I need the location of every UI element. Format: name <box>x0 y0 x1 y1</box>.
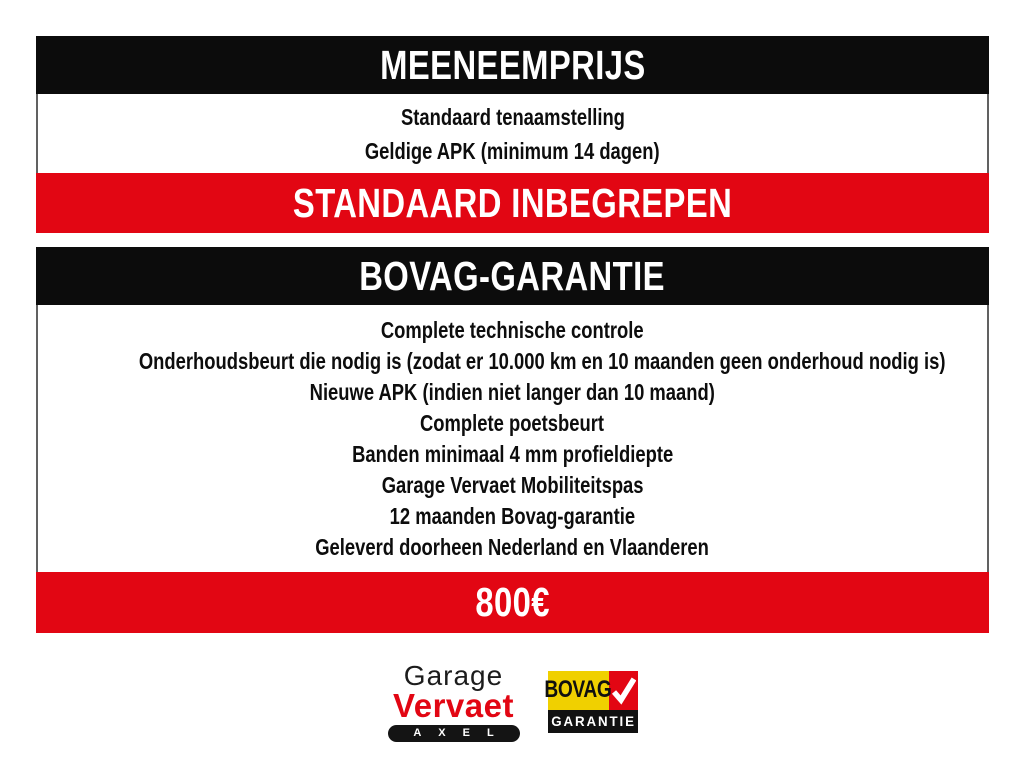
included-item: Standaard tenaamstelling <box>400 103 625 130</box>
bovag-garantie-logo <box>544 671 638 733</box>
garage-logo-line2: Vervaet <box>393 687 514 724</box>
garantie-item: 12 maanden Bovag-garantie <box>389 502 636 529</box>
standaard-inbegrepen-label: STANDAARD INBEGREPEN <box>292 179 733 226</box>
bovag-garantie-header-bar <box>36 247 989 305</box>
included-item: Geldige APK (minimum 14 dagen) <box>365 137 660 164</box>
price-banner <box>36 572 989 633</box>
footer-logos <box>36 661 989 742</box>
garage-vervaet-logo <box>388 661 520 742</box>
garantie-item: Complete poetsbeurt <box>420 409 605 436</box>
bovag-logo-name: BOVAG <box>548 671 609 710</box>
standard-included-list <box>36 94 989 173</box>
garantie-item: Garage Vervaet Mobiliteitspas <box>381 471 644 498</box>
meeneemprijs-title: MEENEEMPRIJS <box>379 41 646 88</box>
garantie-item: Complete technische controle <box>381 316 644 343</box>
price-value: 800€ <box>475 579 550 625</box>
axel-badge: AXEL <box>388 725 520 742</box>
garantie-item: Geleverd doorheen Nederland en Vlaanderen <box>315 533 710 560</box>
garantie-item: Onderhoudsbeurt die nodig is (zodat er 10.000 km en 10 maanden geen onderhoud nodig is) <box>138 347 946 374</box>
section-divider <box>36 233 989 247</box>
garantie-item: Nieuwe APK (indien niet langer dan 10 maand) <box>309 378 716 405</box>
garantie-item: Banden minimaal 4 mm profieldiepte <box>351 440 674 467</box>
bovag-check-icon <box>609 671 638 710</box>
bovag-logo-sub: GARANTIE <box>548 710 638 733</box>
bovag-garantie-list <box>36 305 989 572</box>
standaard-inbegrepen-banner <box>36 173 989 233</box>
price-poster <box>36 36 989 742</box>
bovag-garantie-title: BOVAG-GARANTIE <box>359 252 666 299</box>
garage-logo-line1: Garage <box>403 660 504 691</box>
meeneemprijs-header-bar <box>36 36 989 94</box>
